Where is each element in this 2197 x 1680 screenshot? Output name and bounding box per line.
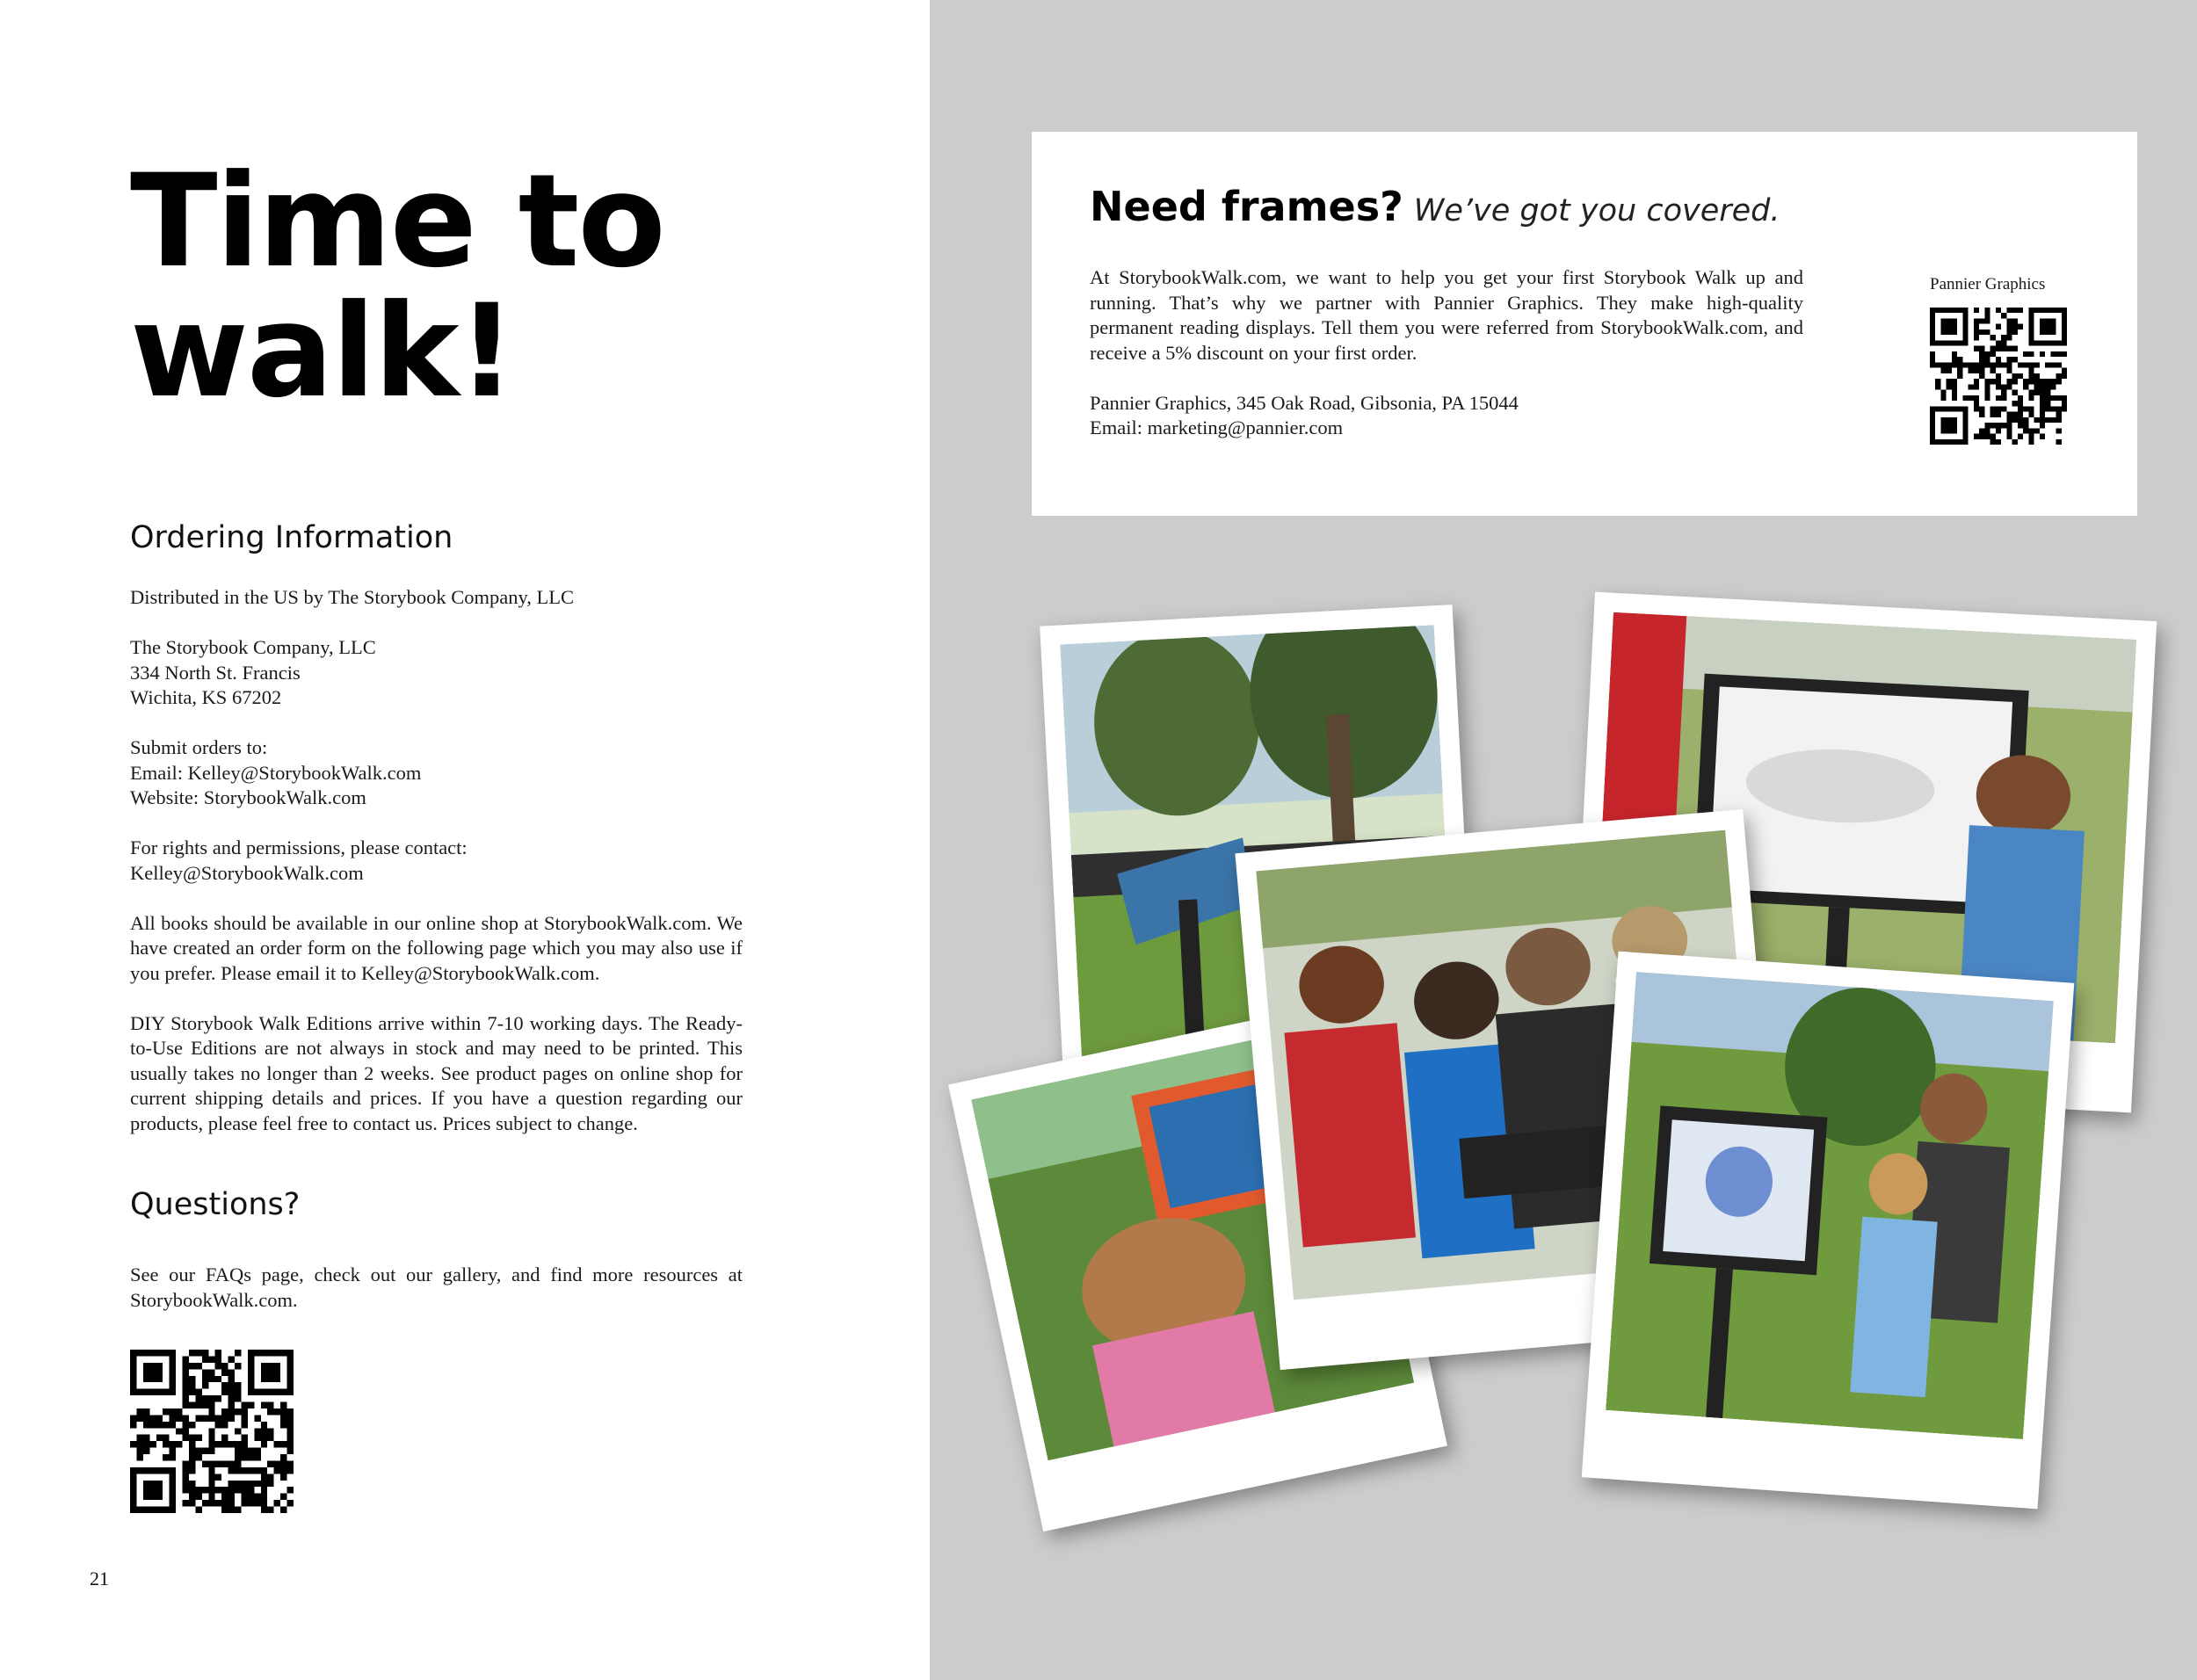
questions-text: See our FAQs page, check out our gallery, and find more resources at StorybookWalk.com.	[130, 1264, 743, 1311]
diy-paragraph: DIY Storybook Walk Editions arrive within 7-10 working days. The Ready-to-Use Editions are not always in stock and may need to be printed. This usually takes no longer than 2 weeks. See product pages on online shop for current shipping details and prices. If you have a question regarding our products, please feel free to contact us. Prices subject to change.	[130, 1011, 743, 1134]
distributed-line: Distributed in the US by The Storybook Company, LLC	[130, 586, 574, 608]
rights-contact	[130, 836, 743, 886]
ordering-heading: Ordering Information	[130, 520, 453, 555]
order-website: Website: StorybookWalk.com	[130, 786, 366, 808]
pannier-address: Pannier Graphics, 345 Oak Road, Gibsonia, PA 15044	[1090, 391, 1519, 414]
pannier-qr-label: Pannier Graphics	[1930, 275, 2046, 293]
title-line-2: walk!	[130, 277, 515, 426]
mother-daughter-illustration	[1606, 972, 2054, 1439]
frames-heading-bold: Need frames?	[1090, 183, 1403, 230]
frames-contact	[1090, 391, 1803, 441]
rights-email: Kelley@StorybookWalk.com	[130, 861, 364, 884]
questions-body	[130, 1263, 743, 1338]
questions-heading: Questions?	[130, 1187, 301, 1222]
frames-body	[1090, 265, 1803, 466]
submit-label: Submit orders to:	[130, 736, 268, 758]
shop-paragraph: All books should be available in our online shop at StorybookWalk.com. We have created an order form on the following page which you may also use if you prefer. Please email it to Kelley@StorybookWalk.com.	[130, 911, 743, 984]
pannier-email: Email: marketing@pannier.com	[1090, 416, 1344, 438]
submit-orders	[130, 735, 743, 811]
ordering-body	[130, 585, 743, 1162]
address-line: Wichita, KS 67202	[130, 686, 282, 708]
page-title	[130, 147, 664, 426]
company-address	[130, 635, 743, 711]
rights-label: For rights and permissions, please contact:	[130, 836, 468, 858]
address-line: 334 North St. Francis	[130, 661, 301, 684]
photo-image	[1606, 972, 2054, 1439]
pannier-qr-code[interactable]	[1930, 308, 2067, 445]
title-line-1: Time to	[130, 147, 664, 296]
left-page	[0, 0, 930, 1680]
page-number: 21	[90, 1568, 109, 1589]
storybookwalk-qr-code[interactable]	[130, 1350, 294, 1513]
frames-heading-italic: We’ve got you covered.	[1413, 193, 1780, 228]
address-line: The Storybook Company, LLC	[130, 636, 376, 658]
photo-mother-daughter	[1582, 952, 2075, 1510]
frames-heading	[1090, 183, 1780, 230]
order-email: Email: Kelley@StorybookWalk.com	[130, 761, 422, 784]
frames-card	[1032, 132, 2137, 516]
frames-paragraph: At StorybookWalk.com, we want to help you get your first Storybook Walk up and running. That’s why we partner with Pannier Graphics. They make high-quality permanent reading displays. Tell them you were referred from StorybookWalk.com, and receive a 5% discount on your first order.	[1090, 266, 1803, 364]
